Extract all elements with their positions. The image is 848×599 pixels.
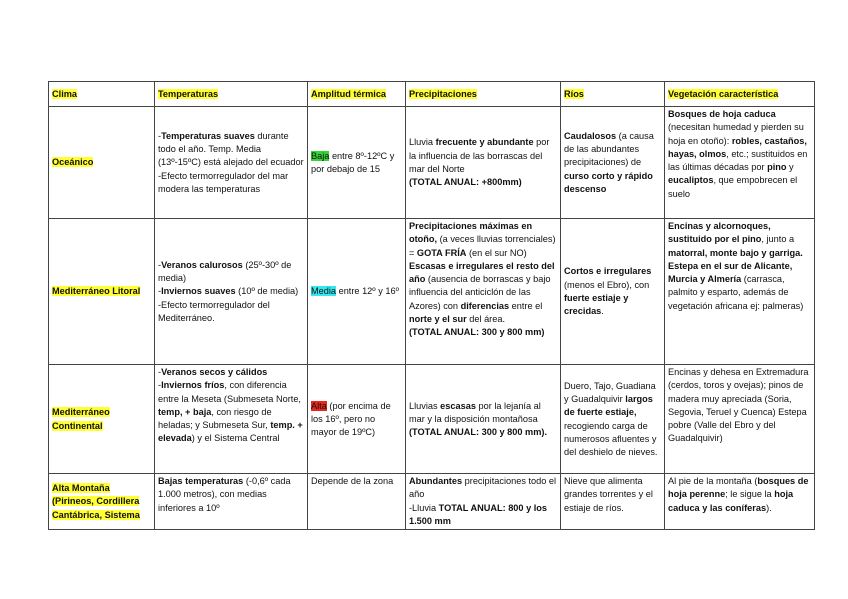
text-segment: matorral, monte bajo y garriga. Estepa en el sur de Alicante, Murcia y Almería bbox=[668, 247, 803, 285]
cell-paragraph bbox=[158, 259, 304, 286]
highlight-text: Media bbox=[311, 286, 337, 297]
header-label-temperaturas: Temperaturas bbox=[158, 88, 219, 99]
cell-paragraph bbox=[668, 475, 811, 515]
cell-paragraph bbox=[409, 220, 557, 260]
cell-paragraph bbox=[311, 475, 402, 488]
text-segment: . bbox=[601, 306, 604, 317]
text-segment: Bajas temperaturas bbox=[158, 476, 244, 486]
cell-paragraph bbox=[668, 108, 811, 201]
cell-paragraph bbox=[409, 400, 557, 440]
text-segment: (a causa de las abundantes precipitaciones) de bbox=[564, 130, 654, 168]
vegetacion-cell bbox=[665, 219, 815, 365]
text-segment: (ausencia de borrascas y bajo influencia del anticiclón de las Azores) con bbox=[409, 274, 551, 311]
text-segment: fuerte estiaje y crecidas bbox=[564, 293, 629, 317]
text-segment: Temperaturas suaves bbox=[161, 130, 255, 141]
cell-paragraph bbox=[409, 260, 557, 326]
text-segment: Encinas y alcornoques, sustituido por el pino bbox=[668, 221, 771, 245]
header-label-rios: Ríos bbox=[564, 88, 584, 99]
text-segment: precipitaciones todo el año bbox=[409, 476, 557, 500]
temperaturas-cell bbox=[155, 365, 308, 474]
text-segment: (-0,6º cada 1.000 metros), con medias inferiores a 10º bbox=[158, 476, 291, 513]
text-segment: Duero, Tajo, Guadiana y Guadalquivir bbox=[564, 380, 656, 404]
table-header-row bbox=[49, 82, 815, 107]
rios-cell bbox=[561, 365, 665, 474]
cell-paragraph bbox=[158, 285, 304, 298]
text-segment: Caudalosos bbox=[564, 130, 617, 141]
text-segment: entre 12º y 16º bbox=[336, 286, 399, 297]
clima-cell bbox=[49, 365, 155, 474]
cell-paragraph bbox=[409, 176, 557, 189]
amplitud-cell bbox=[308, 219, 406, 365]
cell-paragraph bbox=[668, 220, 811, 313]
text-segment: TOTAL ANUAL: 800 y los 1.500 mm bbox=[409, 502, 548, 526]
table-row-alta-montana bbox=[49, 474, 815, 530]
cell-paragraph bbox=[409, 475, 557, 502]
cell-paragraph bbox=[311, 285, 402, 298]
text-segment: (TOTAL ANUAL: 300 y 800 mm). bbox=[409, 427, 548, 438]
temperaturas-cell bbox=[155, 107, 308, 219]
header-label-clima: Clima bbox=[52, 88, 78, 99]
text-segment: Depende de la zona bbox=[311, 476, 394, 486]
text-segment: durante todo el año. Temp. Media (13º-15ºC) está alejado del ecuador bbox=[158, 130, 304, 168]
temperaturas-cell bbox=[155, 474, 308, 530]
amplitud-cell bbox=[308, 474, 406, 530]
text-segment: diferencias bbox=[460, 300, 510, 311]
text-segment: -Efecto termorregulador del Mediterráneo. bbox=[158, 299, 270, 323]
rios-cell bbox=[561, 474, 665, 530]
text-segment: , con diferencia entre la Meseta (Submeseta Norte, bbox=[158, 380, 301, 404]
header-cell-amplitud bbox=[308, 82, 406, 107]
text-segment: por la influencia de las borrascas del mar del Norte bbox=[409, 137, 550, 174]
text-segment: , etc.; sustituidos en las últimas décadas por bbox=[668, 148, 808, 173]
text-segment: (en el sur NO) bbox=[466, 247, 527, 258]
text-segment: (por encima de los 16º, pero no mayor de 19ºC) bbox=[311, 400, 391, 438]
text-segment: ; le sigue la bbox=[725, 489, 775, 500]
text-segment: robles, castaños, hayas, olmos bbox=[668, 135, 807, 159]
cell-paragraph bbox=[158, 379, 304, 445]
text-segment: - bbox=[158, 130, 162, 141]
text-segment: entre el bbox=[509, 300, 543, 311]
cell-paragraph bbox=[311, 150, 402, 177]
text-segment: , con riesgo de heladas; y Submeseta Sur, bbox=[158, 406, 272, 431]
cell-paragraph bbox=[311, 400, 402, 440]
text-segment: frecuente y abundante bbox=[435, 137, 534, 148]
precipitaciones-cell bbox=[406, 219, 561, 365]
cell-paragraph bbox=[409, 136, 557, 176]
clima-cell bbox=[49, 474, 155, 530]
header-cell-clima bbox=[49, 82, 155, 107]
text-segment: Escasas e irregulares el resto del año bbox=[409, 260, 555, 285]
text-segment: Al pie de la montaña ( bbox=[668, 476, 758, 486]
text-segment: Cortos e irregulares bbox=[564, 266, 652, 277]
text-segment: Inviernos fríos bbox=[161, 380, 225, 391]
text-segment: (a veces lluvias torrenciales) = bbox=[409, 234, 556, 258]
text-segment: recogiendo carga de numerosos afluentes y del deshielo de nieves. bbox=[564, 420, 658, 458]
text-segment: - bbox=[158, 380, 162, 391]
cell-paragraph bbox=[158, 130, 304, 170]
precipitaciones-cell bbox=[406, 474, 561, 530]
text-segment: (carrasca, palmito y esparto, además de vegetación africana ej: palmeras) bbox=[668, 274, 804, 311]
clima-label: Oceánico bbox=[52, 157, 94, 168]
text-segment: Lluvias bbox=[409, 400, 441, 411]
text-segment: y bbox=[786, 162, 794, 173]
highlight-text: Alta bbox=[311, 400, 327, 411]
text-segment: -Efecto termorregulador del mar modera las temperaturas bbox=[158, 170, 289, 194]
text-segment: curso corto y rápido descenso bbox=[564, 170, 653, 194]
amplitud-cell bbox=[308, 365, 406, 474]
text-segment: , junto a bbox=[761, 234, 795, 245]
climate-table-page bbox=[48, 81, 814, 530]
highlight-text: Baja bbox=[311, 150, 330, 161]
text-segment: (TOTAL ANUAL: +800mm) bbox=[409, 177, 522, 188]
cell-paragraph bbox=[158, 299, 304, 326]
header-cell-rios bbox=[561, 82, 665, 107]
header-cell-temperaturas bbox=[155, 82, 308, 107]
text-segment: Lluvia bbox=[409, 137, 436, 148]
table-row-oceanico bbox=[49, 107, 815, 219]
text-segment: entre 8º-12ºC y por debajo de 15 bbox=[311, 150, 395, 174]
precipitaciones-cell bbox=[406, 365, 561, 474]
cell-paragraph bbox=[409, 326, 557, 339]
rios-cell bbox=[561, 219, 665, 365]
header-cell-vegetacion bbox=[665, 82, 815, 107]
text-segment: -Lluvia bbox=[409, 502, 439, 513]
text-segment: (necesitan humedad y pierden su hoja en otoño): bbox=[668, 122, 804, 146]
text-segment: , que empobrecen el suelo bbox=[668, 175, 798, 199]
climate-table bbox=[48, 81, 815, 530]
text-segment: escasas bbox=[440, 400, 476, 411]
text-segment: Nieve que alimenta grandes torrentes y el estiaje de ríos. bbox=[564, 476, 653, 513]
text-segment: ). bbox=[766, 502, 772, 513]
text-segment: Precipitaciones máximas en otoño, bbox=[409, 221, 533, 245]
text-segment: largos de fuerte estiaje, bbox=[564, 393, 653, 418]
text-segment: Encinas y dehesa en Extremadura (cerdos, toros y ovejas); pinos de madera muy apreciada (Soria, Segovia, Teruel y Cuenca) Estepa pobre (Valle del Ebro y del Guadalquivir) bbox=[668, 367, 809, 444]
vegetacion-cell bbox=[665, 365, 815, 474]
clima-label: Mediterráneo Litoral bbox=[52, 286, 141, 297]
text-segment: del área. bbox=[466, 314, 506, 325]
text-segment: hoja caduca y las coníferas bbox=[668, 489, 794, 513]
text-segment: bosques de hoja perenne bbox=[668, 476, 809, 500]
text-segment: (menos el Ebro), con bbox=[564, 279, 650, 290]
table-row-mediterraneo-litoral bbox=[49, 219, 815, 365]
text-segment: Bosques de hoja caduca bbox=[668, 109, 776, 119]
text-segment: (10º de media) bbox=[235, 286, 299, 297]
text-segment: por la lejanía al mar y la disposición montañosa bbox=[409, 400, 541, 424]
text-segment: pino bbox=[767, 162, 787, 173]
clima-label: Alta Montaña (Pirineos, Cordillera Cantábrica, Sistema bbox=[52, 483, 140, 520]
header-label-amplitud: Amplitud térmica bbox=[311, 88, 387, 99]
cell-paragraph bbox=[564, 380, 661, 460]
text-segment: - bbox=[158, 367, 162, 377]
clima-cell bbox=[49, 219, 155, 365]
table-row-mediterraneo-continental bbox=[49, 365, 815, 474]
text-segment: GOTA FRÍA bbox=[416, 247, 467, 258]
text-segment: norte y el sur bbox=[409, 314, 467, 325]
cell-paragraph bbox=[564, 265, 661, 318]
text-segment: Abundantes bbox=[409, 476, 463, 486]
temperaturas-cell bbox=[155, 219, 308, 365]
text-segment: Veranos calurosos bbox=[161, 259, 243, 270]
amplitud-cell bbox=[308, 107, 406, 219]
cell-paragraph bbox=[564, 475, 661, 515]
clima-cell bbox=[49, 107, 155, 219]
header-cell-precipitaciones bbox=[406, 82, 561, 107]
cell-paragraph bbox=[668, 366, 811, 446]
cell-paragraph bbox=[158, 475, 304, 515]
cell-paragraph bbox=[158, 170, 304, 197]
text-segment: temp. + elevada bbox=[158, 420, 303, 444]
text-segment: (TOTAL ANUAL: 300 y 800 mm) bbox=[409, 327, 545, 338]
header-label-vegetacion: Vegetación característica bbox=[668, 88, 779, 99]
text-segment: ) y el Sistema Central bbox=[191, 433, 280, 444]
cell-paragraph bbox=[409, 502, 557, 529]
text-segment: (25º-30º de media) bbox=[158, 259, 292, 284]
clima-label: Mediterráneo Continental bbox=[52, 407, 110, 431]
rios-cell bbox=[561, 107, 665, 219]
text-segment: Inviernos suaves bbox=[161, 286, 236, 297]
header-label-precipitaciones: Precipitaciones bbox=[409, 88, 477, 99]
cell-paragraph bbox=[564, 130, 661, 196]
text-segment: eucaliptos bbox=[668, 175, 714, 186]
text-segment: Veranos secos y cálidos bbox=[161, 367, 268, 377]
vegetacion-cell bbox=[665, 107, 815, 219]
precipitaciones-cell bbox=[406, 107, 561, 219]
cell-paragraph bbox=[158, 366, 304, 379]
text-segment: - bbox=[158, 259, 162, 270]
text-segment: - bbox=[158, 286, 162, 297]
vegetacion-cell bbox=[665, 474, 815, 530]
text-segment: temp, + baja bbox=[158, 406, 212, 417]
